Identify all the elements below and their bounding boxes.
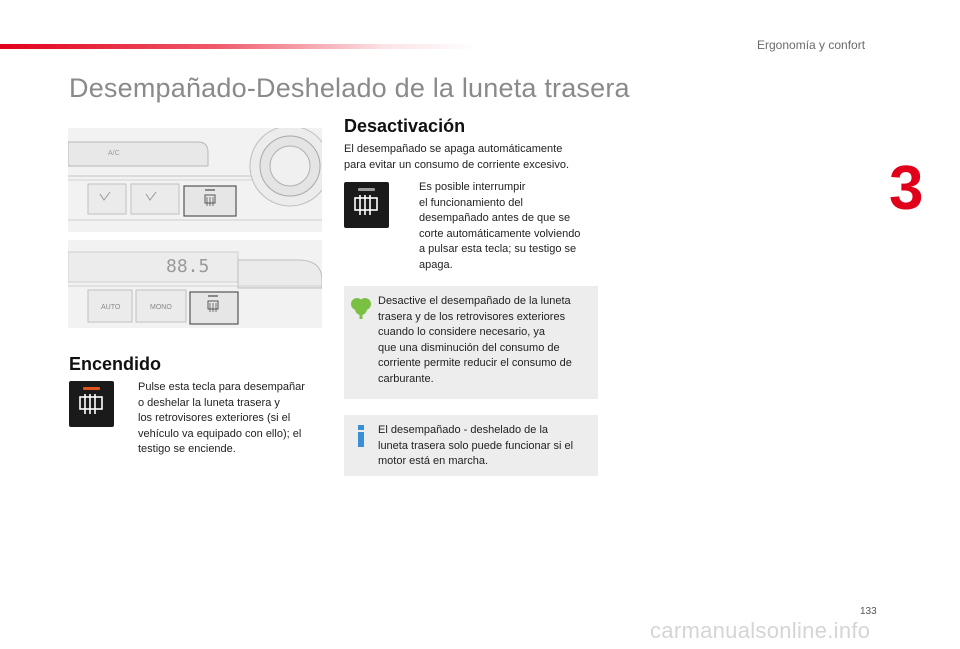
watermark: carmanualsonline.info	[650, 618, 871, 643]
text-line: para evitar un consumo de corriente excesivo.	[344, 158, 570, 171]
heading-encendido: Encendido	[69, 354, 162, 374]
text-line: cuando lo considere necesario, ya	[378, 326, 545, 339]
text-line: los retrovisores exteriores (si el	[138, 412, 291, 425]
rear-defrost-button-on-icon	[69, 381, 114, 427]
rear-defrost-button-off-icon	[344, 182, 389, 228]
text-line: a pulsar esta tecla; su testigo se	[419, 243, 577, 256]
text-line: carburante.	[378, 372, 434, 385]
text-desactivacion-intro	[344, 142, 604, 173]
text-line: El desempañado - deshelado de la	[378, 424, 549, 436]
ac-label: A/C	[108, 150, 120, 157]
text-line: motor está en marcha.	[378, 455, 489, 468]
text-line: apaga.	[419, 258, 453, 271]
temperature-display: 88.5	[166, 256, 210, 277]
text-encendido	[138, 380, 328, 458]
info-note-text	[378, 423, 592, 470]
text-line: luneta trasera solo puede funcionar si el	[378, 439, 574, 452]
header-accent-bar	[0, 44, 480, 49]
text-line: desempañado antes de que se	[419, 212, 571, 225]
info-note-box	[344, 415, 598, 476]
text-line: Pulse esta tecla para desempañar	[138, 381, 305, 393]
text-line: o deshelar la luneta trasera y	[138, 396, 280, 409]
info-icon	[354, 425, 368, 452]
control-panel-drawing-1	[68, 128, 322, 232]
control-panel-illustration-2	[68, 240, 322, 328]
text-line: corriente permite reducir el consumo de	[378, 357, 572, 370]
control-panel-drawing-2	[68, 240, 322, 328]
text-line: trasera y de los retrovisores exteriores	[378, 310, 566, 323]
eco-note-box	[344, 286, 598, 399]
section-name: Ergonomía y confort	[757, 38, 866, 52]
page-title: Desempañado-Deshelado de la luneta trasera	[69, 73, 630, 103]
text-line: testigo se enciende.	[138, 443, 236, 456]
text-line: que una disminución del consumo de	[378, 341, 560, 354]
mono-button-label: MONO	[150, 304, 172, 311]
text-line: El desempañado se apaga automáticamente	[344, 143, 563, 155]
heading-desactivacion: Desactivación	[344, 116, 466, 136]
text-line: Desactive el desempañado de la luneta	[378, 295, 571, 307]
chapter-number: 3	[889, 154, 924, 223]
eco-note-text	[378, 294, 592, 388]
text-line: el funcionamiento del	[419, 196, 523, 209]
text-line: vehículo va equipado con ello); el	[138, 427, 302, 440]
eco-tree-icon	[350, 296, 372, 325]
control-panel-illustration-1	[68, 128, 322, 232]
text-line: Es posible interrumpir	[419, 181, 526, 193]
text-line: corte automáticamente volviendo	[419, 227, 581, 240]
page-number: 133	[860, 606, 877, 617]
text-desactivacion	[419, 180, 604, 274]
auto-button-label: AUTO	[101, 304, 121, 311]
